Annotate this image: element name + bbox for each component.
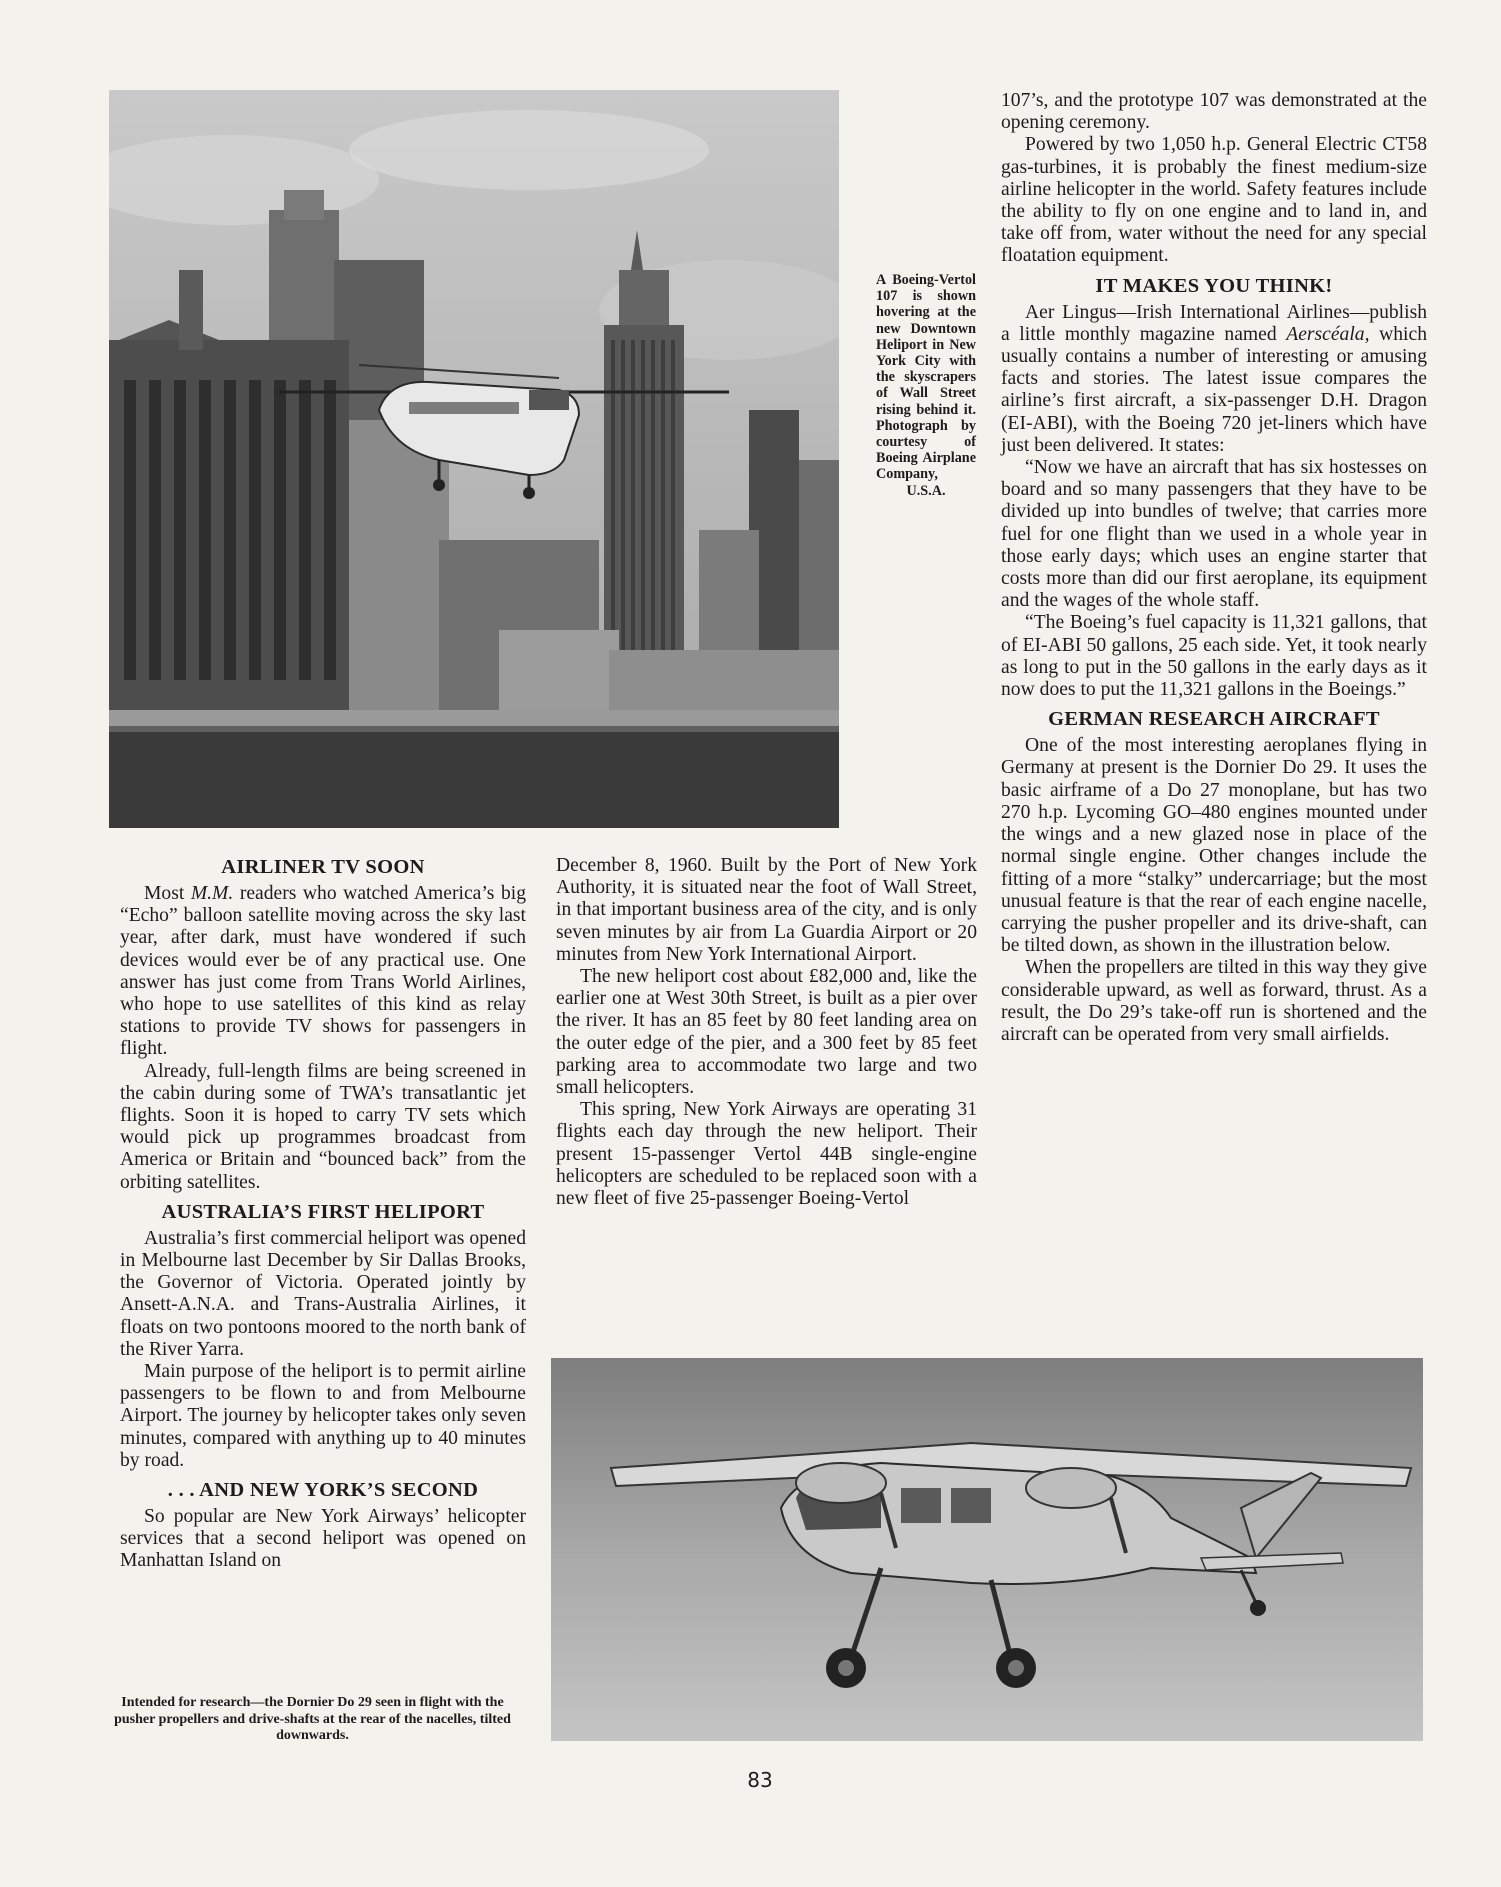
heliport-photo-caption: A Boeing-Vertol 107 is shown hovering at the new Downtown Heliport in New York City with the skyscrapers of Wall Street rising behind it. Photograph by courtesy of Boeing Airplane Company, U.S.A. <box>876 272 976 499</box>
dornier-photo-illustration <box>551 1358 1423 1741</box>
makes-you-think-paragraph-1: Aer Lingus—Irish International Airlines—publish a little monthly magazine named Aerscéala, which usually contains a number of interesting or amusing facts and stories. The latest issue compares the airline’s first aircraft, a six-passenger D.H. Dragon (EI-ABI), with the Boeing 720 jet-liners which have just been delivered. It states: <box>1001 301 1427 456</box>
airliner-tv-paragraph-2: Already, full-length films are being screened in the cabin during some of TWA’s transatlantic jet flights. Soon it is hoped to carry TV sets which would pick up programmes broadcast from America or Britain and “bounced back” from the orbiting satellites. <box>120 1060 526 1193</box>
column-right <box>1001 90 1427 1046</box>
australia-heliport-paragraph-1: Australia’s first commercial heliport was opened in Melbourne last December by Sir Dallas Brooks, the Governor of Victoria. Operated jointly by Ansett-A.N.A. and Trans-Australia Airlines, it floats on two pontoons moored to the north bank of the River Yarra. <box>120 1227 526 1360</box>
new-york-second-paragraph-4: Powered by two 1,050 h.p. General Electric CT58 gas-turbines, it is probably the finest medium-size airline helicopter in the world. Safety features include the ability to fly on one engine and to land in, and take off from, water without the need for any special floatation equipment. <box>1001 134 1427 267</box>
column-left <box>120 855 526 1573</box>
heliport-photo-illustration <box>109 90 839 828</box>
new-york-second-paragraph-3-continued: 107’s, and the prototype 107 was demonstrated at the opening ceremony. <box>1001 90 1427 134</box>
airliner-tv-paragraph-1: Most M.M. readers who watched America’s big “Echo” balloon satellite moving across the sky last year, after dark, must have wondered if such devices would ever be of any practical use. One answer has just come from Trans World Airlines, who hope to use satellites of this kind as relay stations to provide TV shows for passengers in flight. <box>120 883 526 1060</box>
page-number: 83 <box>747 1768 773 1792</box>
new-york-second-paragraph-1: So popular are New York Airways’ helicopter services that a second heliport was opened on Manhattan Island on <box>120 1506 526 1572</box>
german-research-paragraph-1: One of the most interesting aeroplanes flying in Germany at present is the Dornier Do 29. It uses the basic airframe of a Do 27 monoplane, but has two 270 h.p. Lycoming GO–480 engines mounted under the wings and a new glazed nose in place of the normal single engine. Other changes include the fitting of a more “stalky” undercarriage; but the most unusual feature is that the rear of each engine nacelle, carrying the pusher propeller and its drive-shaft, can be tilted down, as shown in the illustration below. <box>1001 735 1427 957</box>
heading-australia-heliport: AUSTRALIA’S FIRST HELIPORT <box>161 1200 485 1223</box>
dornier-photo <box>551 1358 1423 1741</box>
german-research-paragraph-2: When the propellers are tilted in this way they give considerable upward, as well as forward, thrust. As a result, the Do 29’s take-off run is shortened and the aircraft can be operated from very small airfields. <box>1001 957 1427 1045</box>
heading-german-research: GERMAN RESEARCH AIRCRAFT <box>1048 708 1380 731</box>
column-middle <box>556 855 977 1210</box>
new-york-second-paragraph-2: The new heliport cost about £82,000 and, like the earlier one at West 30th Street, is built as a pier over the river. It has an 85 feet by 80 feet landing area on the outer edge of the pier, and a 300 feet by 85 feet parking area to accommodate two large and two small helicopters. <box>556 966 977 1099</box>
new-york-second-paragraph-1-continued: December 8, 1960. Built by the Port of New York Authority, it is situated near the foot of Wall Street, in that important business area of the city, and is only seven minutes by air from La Guardia Airport or 20 minutes from New York International Airport. <box>556 855 977 965</box>
heliport-photo <box>109 90 839 828</box>
makes-you-think-paragraph-3: “The Boeing’s fuel capacity is 11,321 gallons, that of EI-ABI 50 gallons, 25 each side. Yet, it took nearly as long to put in the 50 gallons in the early days as it now does to put the 11,321 gallons in the Boeings.” <box>1001 612 1427 701</box>
dornier-photo-caption: Intended for research—the Dornier Do 29 seen in flight with the pusher propellers and drive-shafts at the rear of the nacelles, tilted downwards. <box>114 1695 511 1743</box>
new-york-second-paragraph-3: This spring, New York Airways are operating 31 flights each day through the new heliport. Their present 15-passenger Vertol 44B single-engine helicopters are scheduled to be replaced soon with a new fleet of five 25-passenger Boeing-Vertol <box>556 1099 977 1210</box>
heading-airliner-tv: AIRLINER TV SOON <box>221 856 425 878</box>
heading-makes-you-think: IT MAKES YOU THINK! <box>1095 274 1333 297</box>
makes-you-think-paragraph-2: “Now we have an aircraft that has six hostesses on board and so many passengers that they have to be divided up into bundles of twelve; that carries more fuel for one flight than we used in a whole year in those early days; which uses an engine starter that costs more than did our first aeroplane, its equipment and the wages of the whole staff. <box>1001 457 1427 612</box>
heading-new-york-second: . . . AND NEW YORK’S SECOND <box>167 1479 479 1502</box>
australia-heliport-paragraph-2: Main purpose of the heliport is to permit airline passengers to be flown to and from Melbourne Airport. The journey by helicopter takes only seven minutes, compared with anything up to 40 minutes by road. <box>120 1361 526 1471</box>
